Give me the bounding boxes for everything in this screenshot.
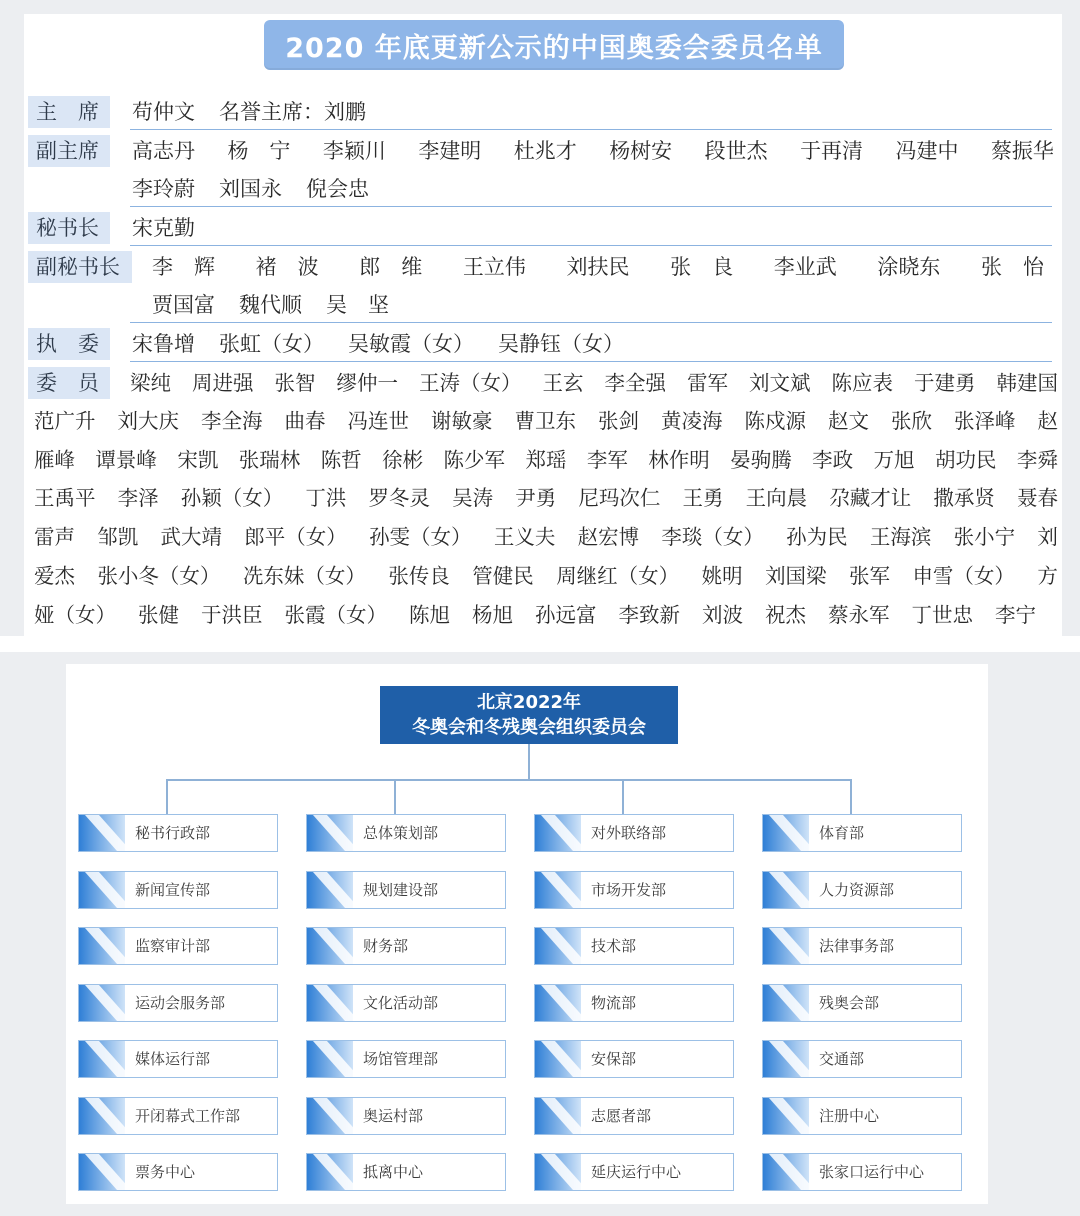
department-box bbox=[762, 814, 962, 852]
person-name: 王玄 bbox=[542, 371, 584, 395]
person-name: 孙为民 bbox=[786, 525, 848, 549]
department-label: 抵离中心 bbox=[363, 1163, 424, 1181]
person-name: 梁纯 bbox=[130, 371, 171, 395]
person-name: 冯建中 bbox=[895, 139, 959, 163]
department-stripe-icon bbox=[535, 1098, 587, 1134]
department-label: 财务部 bbox=[363, 937, 409, 955]
department-box bbox=[762, 984, 962, 1022]
department-box bbox=[306, 1097, 506, 1135]
department-box bbox=[534, 984, 734, 1022]
person-name: 郑瑶 bbox=[525, 448, 567, 472]
person-name: 涂晓东 bbox=[877, 255, 941, 279]
person-name: 娅（女） bbox=[34, 603, 116, 627]
connector-line bbox=[850, 779, 852, 814]
department-box bbox=[306, 814, 506, 852]
person-name: 蔡永军 bbox=[828, 603, 890, 627]
department-stripe-icon bbox=[79, 872, 131, 908]
person-name: 杨旭 bbox=[472, 603, 513, 627]
person-name: 王向晨 bbox=[745, 486, 808, 510]
department-box bbox=[78, 814, 278, 852]
department-label: 体育部 bbox=[819, 824, 865, 842]
department-box bbox=[762, 1153, 962, 1191]
department-label: 新闻宣传部 bbox=[135, 881, 211, 899]
person-name: 王立伟 bbox=[462, 255, 526, 279]
department-box bbox=[762, 1097, 962, 1135]
person-name: 孙雯（女） bbox=[369, 525, 472, 549]
department-stripe-icon bbox=[763, 815, 815, 851]
department-box bbox=[78, 984, 278, 1022]
person-name: 于洪臣 bbox=[201, 603, 263, 627]
department-label: 市场开发部 bbox=[591, 881, 667, 899]
role-label-executive: 执 委 bbox=[28, 328, 110, 360]
department-label: 票务中心 bbox=[135, 1163, 196, 1181]
person-name: 李宁 bbox=[995, 603, 1036, 627]
person-name: 褚 波 bbox=[255, 255, 319, 279]
person-name: 李琰（女） bbox=[661, 525, 764, 549]
org-chart-root bbox=[380, 686, 678, 744]
member-names-line bbox=[34, 559, 1058, 593]
department-stripe-icon bbox=[763, 872, 815, 908]
person-name: 张霞（女） bbox=[284, 603, 387, 627]
department-label: 人力资源部 bbox=[819, 881, 895, 899]
chairman-names bbox=[132, 95, 1054, 129]
department-stripe-icon bbox=[763, 985, 815, 1021]
person-name: 李业武 bbox=[773, 255, 837, 279]
department-label: 交通部 bbox=[819, 1050, 865, 1068]
department-box bbox=[534, 871, 734, 909]
connector-line bbox=[394, 779, 396, 814]
person-name: 尹勇 bbox=[515, 486, 557, 510]
department-stripe-icon bbox=[79, 1154, 131, 1190]
row-divider bbox=[130, 322, 1052, 323]
person-name: 张泽峰 bbox=[954, 409, 1016, 433]
secretary-general-names bbox=[132, 211, 1054, 245]
department-stripe-icon bbox=[307, 815, 359, 851]
role-label-vice-chairman: 副主席 bbox=[28, 135, 110, 167]
department-stripe-icon bbox=[763, 1041, 815, 1077]
person-name: 周进强 bbox=[192, 371, 254, 395]
person-name: 聂春 bbox=[1017, 486, 1058, 510]
department-label: 残奥会部 bbox=[819, 994, 880, 1012]
person-name: 冼东妹（女） bbox=[242, 564, 366, 588]
person-name: 罗冬灵 bbox=[368, 486, 430, 510]
person-name: 陈哲 bbox=[320, 448, 362, 472]
department-box bbox=[534, 814, 734, 852]
person-name: 孙颖（女） bbox=[180, 486, 284, 510]
department-box bbox=[534, 1153, 734, 1191]
department-label: 媒体运行部 bbox=[135, 1050, 211, 1068]
person-name: 吴敏霞（女） bbox=[348, 332, 474, 356]
person-name: 武大靖 bbox=[160, 525, 223, 549]
connector-line bbox=[166, 779, 852, 781]
org-chart-panel bbox=[66, 664, 988, 1204]
person-name: 张小宁 bbox=[953, 525, 1016, 549]
department-label: 延庆运行中心 bbox=[591, 1163, 682, 1181]
person-name: 王涛（女） bbox=[419, 371, 522, 395]
person-name: 管健民 bbox=[472, 564, 534, 588]
person-name: 李 辉 bbox=[152, 255, 215, 279]
person-name: 张智 bbox=[274, 371, 316, 395]
person-name: 名誉主席：刘鹏 bbox=[219, 100, 366, 124]
department-stripe-icon bbox=[307, 1154, 359, 1190]
person-name: 郎平（女） bbox=[244, 525, 347, 549]
person-name: 张剑 bbox=[598, 409, 639, 433]
person-name: 张健 bbox=[138, 603, 179, 627]
department-box bbox=[762, 927, 962, 965]
person-name: 宋凯 bbox=[177, 448, 219, 472]
deputy-secretary-general-names-cont bbox=[152, 288, 1054, 322]
person-name: 缪仲一 bbox=[336, 371, 398, 395]
row-divider bbox=[130, 206, 1052, 207]
department-stripe-icon bbox=[307, 1041, 359, 1077]
department-stripe-icon bbox=[763, 1098, 815, 1134]
member-names-line bbox=[34, 404, 1058, 438]
person-name: 陈应表 bbox=[831, 371, 893, 395]
department-label: 总体策划部 bbox=[363, 824, 439, 842]
department-stripe-icon bbox=[535, 928, 587, 964]
person-name: 祝杰 bbox=[765, 603, 806, 627]
person-name: 撒承贤 bbox=[933, 486, 995, 510]
person-name: 刘 bbox=[1037, 525, 1058, 549]
department-box bbox=[306, 927, 506, 965]
person-name: 谭景峰 bbox=[95, 448, 157, 472]
person-name: 孙远富 bbox=[535, 603, 597, 627]
role-label-members: 委 员 bbox=[28, 367, 110, 399]
department-label: 监察审计部 bbox=[135, 937, 211, 955]
department-box bbox=[534, 927, 734, 965]
person-name: 贾国富 bbox=[152, 293, 215, 317]
person-name: 韩建国 bbox=[996, 371, 1058, 395]
person-name: 赵宏博 bbox=[577, 525, 640, 549]
person-name: 李全海 bbox=[201, 409, 263, 433]
vice-chairman-names bbox=[132, 134, 1054, 168]
role-label-chairman: 主 席 bbox=[28, 96, 110, 128]
department-box bbox=[762, 871, 962, 909]
person-name: 张 怡 bbox=[981, 255, 1044, 279]
member-names-line bbox=[34, 598, 1036, 632]
person-name: 雷声 bbox=[34, 525, 75, 549]
department-stripe-icon bbox=[79, 985, 131, 1021]
person-name: 张军 bbox=[849, 564, 890, 588]
role-label-deputy-secretary-general: 副秘书长 bbox=[28, 251, 132, 283]
department-box bbox=[78, 1040, 278, 1078]
person-name: 李致新 bbox=[618, 603, 680, 627]
person-name: 赵 bbox=[1037, 409, 1058, 433]
person-name: 王勇 bbox=[682, 486, 724, 510]
department-stripe-icon bbox=[307, 928, 359, 964]
person-name: 杨 宁 bbox=[227, 139, 291, 163]
department-label: 安保部 bbox=[591, 1050, 637, 1068]
row-divider bbox=[130, 245, 1052, 246]
person-name: 曹卫东 bbox=[514, 409, 576, 433]
department-label: 运动会服务部 bbox=[135, 994, 226, 1012]
department-stripe-icon bbox=[79, 1098, 131, 1134]
committee-list-panel bbox=[24, 14, 1062, 636]
department-stripe-icon bbox=[535, 872, 587, 908]
person-name: 刘国梁 bbox=[765, 564, 827, 588]
person-name: 王义夫 bbox=[493, 525, 556, 549]
person-name: 张欣 bbox=[891, 409, 932, 433]
person-name: 赵文 bbox=[828, 409, 869, 433]
person-name: 张瑞林 bbox=[238, 448, 301, 472]
department-box bbox=[78, 871, 278, 909]
person-name: 张 良 bbox=[670, 255, 734, 279]
row-divider bbox=[130, 129, 1052, 130]
department-label: 奥运村部 bbox=[363, 1107, 424, 1125]
person-name: 高志丹 bbox=[132, 139, 195, 163]
person-name: 宋克勤 bbox=[132, 216, 195, 240]
person-name: 郎 维 bbox=[359, 255, 423, 279]
department-box bbox=[78, 927, 278, 965]
person-name: 林作明 bbox=[648, 448, 710, 472]
person-name: 杜兆才 bbox=[513, 139, 577, 163]
vice-chairman-names-cont bbox=[132, 172, 1054, 206]
person-name: 尕藏才让 bbox=[829, 486, 912, 510]
person-name: 于再清 bbox=[800, 139, 864, 163]
person-name: 李玲蔚 bbox=[132, 177, 195, 201]
department-stripe-icon bbox=[535, 1041, 587, 1077]
department-stripe-icon bbox=[307, 872, 359, 908]
person-name: 张虹（女） bbox=[219, 332, 324, 356]
org-root-line2: 冬奥会和冬残奥会组织委员会 bbox=[412, 717, 646, 738]
department-label: 秘书行政部 bbox=[135, 824, 211, 842]
person-name: 刘波 bbox=[702, 603, 743, 627]
department-stripe-icon bbox=[535, 815, 587, 851]
person-name: 冯连世 bbox=[347, 409, 409, 433]
person-name: 李全强 bbox=[604, 371, 666, 395]
person-name: 谢敏豪 bbox=[431, 409, 493, 433]
department-box bbox=[534, 1040, 734, 1078]
list-title: 2020 年底更新公示的中国奥委会委员名单 bbox=[264, 20, 844, 70]
department-label: 文化活动部 bbox=[363, 994, 439, 1012]
department-stripe-icon bbox=[763, 1154, 815, 1190]
person-name: 周继红（女） bbox=[556, 564, 680, 588]
department-label: 开闭幕式工作部 bbox=[135, 1107, 241, 1125]
person-name: 段世杰 bbox=[704, 139, 768, 163]
department-stripe-icon bbox=[79, 815, 131, 851]
deputy-secretary-general-names bbox=[152, 250, 1044, 284]
department-box bbox=[78, 1097, 278, 1135]
department-stripe-icon bbox=[535, 985, 587, 1021]
executive-names bbox=[132, 327, 1054, 361]
person-name: 徐彬 bbox=[382, 448, 424, 472]
member-names-line bbox=[130, 366, 1058, 400]
person-name: 吴涛 bbox=[452, 486, 494, 510]
person-name: 李颖川 bbox=[322, 139, 386, 163]
department-label: 场馆管理部 bbox=[363, 1050, 439, 1068]
person-name: 曲春 bbox=[284, 409, 326, 433]
person-name: 尼玛次仁 bbox=[578, 486, 661, 510]
person-name: 丁世忠 bbox=[911, 603, 973, 627]
department-box bbox=[306, 984, 506, 1022]
person-name: 爱杰 bbox=[34, 564, 75, 588]
department-box bbox=[534, 1097, 734, 1135]
person-name: 丁洪 bbox=[305, 486, 347, 510]
department-label: 规划建设部 bbox=[363, 881, 439, 899]
person-name: 刘文斌 bbox=[749, 371, 811, 395]
person-name: 张传良 bbox=[388, 564, 450, 588]
person-name: 吴静钰（女） bbox=[498, 332, 624, 356]
department-stripe-icon bbox=[79, 1041, 131, 1077]
person-name: 申雪（女） bbox=[912, 564, 1015, 588]
person-name: 于建勇 bbox=[914, 371, 976, 395]
panel-separator bbox=[0, 636, 1080, 652]
department-label: 法律事务部 bbox=[819, 937, 895, 955]
department-label: 注册中心 bbox=[819, 1107, 880, 1125]
person-name: 王海滨 bbox=[869, 525, 932, 549]
person-name: 陈旭 bbox=[409, 603, 450, 627]
department-label: 技术部 bbox=[591, 937, 637, 955]
person-name: 李泽 bbox=[117, 486, 159, 510]
connector-line bbox=[622, 779, 624, 814]
person-name: 李舜 bbox=[1016, 448, 1058, 472]
person-name: 雁峰 bbox=[34, 448, 75, 472]
person-name: 陈戍源 bbox=[744, 409, 806, 433]
department-box bbox=[762, 1040, 962, 1078]
person-name: 李政 bbox=[812, 448, 854, 472]
person-name: 宋鲁增 bbox=[132, 332, 195, 356]
department-stripe-icon bbox=[307, 1098, 359, 1134]
person-name: 刘扶民 bbox=[566, 255, 630, 279]
person-name: 胡功民 bbox=[934, 448, 997, 472]
person-name: 蔡振华 bbox=[990, 139, 1054, 163]
connector-line bbox=[528, 744, 530, 780]
department-stripe-icon bbox=[307, 985, 359, 1021]
department-box bbox=[306, 871, 506, 909]
person-name: 李建明 bbox=[418, 139, 482, 163]
person-name: 邹凯 bbox=[97, 525, 139, 549]
person-name: 姚明 bbox=[701, 564, 743, 588]
person-name: 魏代顺 bbox=[239, 293, 302, 317]
person-name: 晏驹腾 bbox=[730, 448, 792, 472]
person-name: 王禹平 bbox=[34, 486, 96, 510]
member-names-line bbox=[34, 443, 1058, 477]
department-stripe-icon bbox=[535, 1154, 587, 1190]
connector-line bbox=[166, 779, 168, 814]
person-name: 刘大庆 bbox=[117, 409, 179, 433]
department-label: 志愿者部 bbox=[591, 1107, 652, 1125]
department-stripe-icon bbox=[763, 928, 815, 964]
person-name: 方 bbox=[1037, 564, 1058, 588]
person-name: 苟仲文 bbox=[132, 100, 195, 124]
person-name: 李军 bbox=[586, 448, 628, 472]
person-name: 雷军 bbox=[687, 371, 728, 395]
org-root-line1: 北京2022年 bbox=[476, 692, 582, 713]
department-label: 物流部 bbox=[591, 994, 637, 1012]
department-stripe-icon bbox=[79, 928, 131, 964]
person-name: 万旭 bbox=[873, 448, 915, 472]
department-box bbox=[306, 1040, 506, 1078]
person-name: 范广升 bbox=[34, 409, 96, 433]
person-name: 张小冬（女） bbox=[97, 564, 221, 588]
department-label: 对外联络部 bbox=[591, 824, 667, 842]
member-names-line bbox=[34, 481, 1058, 515]
department-label: 张家口运行中心 bbox=[819, 1163, 925, 1181]
role-label-secretary-general: 秘书长 bbox=[28, 212, 110, 244]
person-name: 杨树安 bbox=[609, 139, 673, 163]
department-box bbox=[306, 1153, 506, 1191]
person-name: 陈少军 bbox=[443, 448, 506, 472]
department-box bbox=[78, 1153, 278, 1191]
person-name: 黄凌海 bbox=[661, 409, 723, 433]
row-divider bbox=[130, 361, 1052, 362]
person-name: 刘国永 bbox=[219, 177, 282, 201]
person-name: 吴 坚 bbox=[326, 293, 389, 317]
person-name: 倪会忠 bbox=[306, 177, 369, 201]
member-names-line bbox=[34, 520, 1058, 554]
